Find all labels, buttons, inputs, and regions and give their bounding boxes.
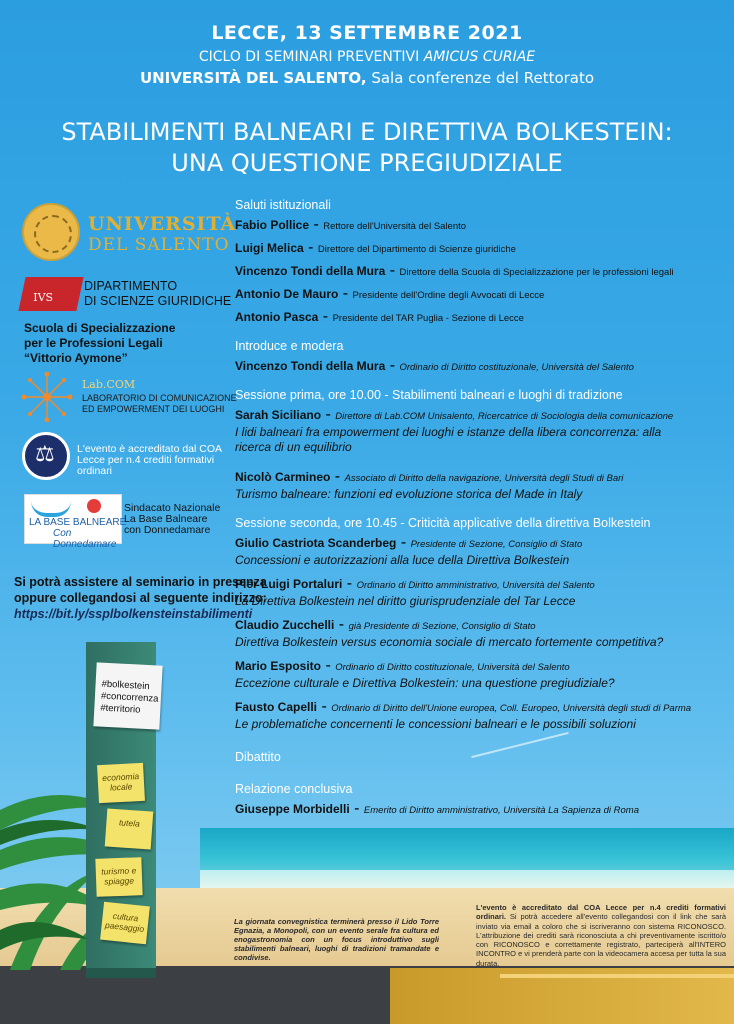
speaker-row: Fabio Pollice - Rettore dell'Università del Salento xyxy=(235,216,467,233)
speaker-name: Vincenzo Tondi della Mura xyxy=(235,359,386,373)
speaker-name: Giulio Castriota Scanderbeg xyxy=(235,536,397,550)
speaker-role: Ordinario di Diritto costituzionale, Università del Salento xyxy=(335,662,570,673)
speaker-row: Claudio Zucchelli - già Presidente di Sezione, Consiglio di Stato xyxy=(235,616,536,633)
coa-text: L'evento è accreditato dal COA Lecce per n.4 crediti formativi ordinari xyxy=(77,443,222,477)
talk-title-cont: ricerca di un equilibrio xyxy=(235,440,352,454)
sindacato-logo xyxy=(24,494,234,550)
poster-title-line1: STABILIMENTI BALNEARI E DIRETTIVA BOLKESTEIN: xyxy=(61,118,673,146)
sindacato-name-1: Sindacato Nazionale xyxy=(124,502,221,514)
hashtag-note xyxy=(93,662,162,729)
speaker-row: Giuseppe Morbidelli - Emerito di Diritto amministrativo, Università La Sapienza di Roma xyxy=(235,800,639,817)
department-logo xyxy=(22,275,232,315)
sticky-note-tutela: tutela xyxy=(105,808,154,849)
labcom-desc-1: LABORATORIO DI COMUNICAZIONE xyxy=(82,393,237,403)
sindacato-name-2: La Base Balneare xyxy=(124,513,208,525)
talk-title: Turismo balneare: funzioni ed evoluzione storica del Made in Italy xyxy=(235,487,583,501)
speaker-role: Direttore della Scuola di Specializzazione per le professioni legali xyxy=(399,267,674,278)
labcom-desc-2: ED EMPOWERMENT DEI LUOGHI xyxy=(82,404,225,414)
speaker-name: Pier Luigi Portaluri xyxy=(235,577,343,591)
speaker-role: Associato di Diritto della navigazione, Università degli Studi di Bari xyxy=(344,473,624,484)
speaker-role: già Presidente di Sezione, Consiglio di Stato xyxy=(348,621,536,632)
labcom-name: Lab.COM xyxy=(82,378,136,391)
footer-accreditation-bold: L'evento è accreditato dal COA Lecce per n.4 crediti formativi ordinari. xyxy=(476,903,726,922)
shoreline xyxy=(200,870,734,890)
footer-evening-event: La giornata convegnistica terminerà presso il Lido Torre Egnazia, a Monopoli, con un evento serale fra cultura ed enogastronomia con un focus introduttivo sugli stabilimenti balneari, luoghi di tradizioni tramandate e condivise. xyxy=(234,917,439,962)
section-dibattito: Dibattito xyxy=(235,750,281,764)
section-introduce: Introduce e modera xyxy=(235,339,344,353)
section-saluti: Saluti istituzionali xyxy=(235,198,331,212)
speaker-role: Presidente di Sezione, Consiglio di Stato xyxy=(410,539,583,550)
sindacato-name-3: con Donnedamare xyxy=(124,524,211,536)
ivs-mark-text: IVS xyxy=(33,291,54,304)
speaker-row: Antonio De Mauro - Presidente dell'Ordine degli Avvocati di Lecce xyxy=(235,285,545,302)
event-series-text: CICLO DI SEMINARI PREVENTIVI xyxy=(198,49,424,65)
sticky-note-economia: economia locale xyxy=(97,763,145,803)
university-seal-icon xyxy=(22,203,80,261)
poster-title xyxy=(0,117,734,179)
speaker-row: Luigi Melica - Direttore del Dipartimento di Scienze giuridiche xyxy=(235,239,516,256)
program xyxy=(235,198,725,823)
attendance-info xyxy=(14,574,267,622)
speaker-name: Antonio De Mauro xyxy=(235,287,339,301)
attendance-line1: Si potrà assistere al seminario in presenza xyxy=(14,575,267,589)
event-series xyxy=(0,49,734,65)
footer-accreditation-text: Si potrà accedere all'evento collegandosi con il link che sarà inviato via email a coloro che si iscriveranno con sistema RICONOSCO. L'attribuzione dei crediti sarà riconosciuta a chi preventivamente iscritto/o con RICONOSCO e correttamente registrato, parteciperà all'INTERO INCONTRO e vi prenderà parte con la videocamera accesa per tutta la sua durata. xyxy=(476,912,726,968)
speaker-role: Presidente del TAR Puglia - Sezione di Lecce xyxy=(332,313,524,324)
speaker-row: Pier Luigi Portaluri - Ordinario di Diritto amministrativo, Università del Salento xyxy=(235,575,595,592)
moderator-row: Vincenzo Tondi della Mura - Ordinario di Diritto costituzionale, Università del Salento xyxy=(235,357,634,374)
school-name-1: Scuola di Specializzazione xyxy=(24,321,176,335)
sindacato-name xyxy=(124,503,220,536)
wave-icon xyxy=(31,501,71,517)
attendance-line2: oppure collegandosi al seguente indirizzo: xyxy=(14,591,267,605)
speaker-role: Presidente dell'Ordine degli Avvocati di Lecce xyxy=(352,290,545,301)
school-name-3: “Vittorio Aymone” xyxy=(24,351,128,365)
speaker-role: Ordinario di Diritto amministrativo, Università del Salento xyxy=(356,580,595,591)
speaker-row: Fausto Capelli - Ordinario di Diritto dell'Unione europea, Coll. Europeo, Università degli studi di Parma xyxy=(235,698,692,715)
speaker-name: Luigi Melica xyxy=(235,241,304,255)
speaker-row: Antonio Pasca - Presidente del TAR Puglia - Sezione di Lecce xyxy=(235,308,524,325)
section-relazione: Relazione conclusiva xyxy=(235,782,353,796)
hashtag-1: #bolkestein xyxy=(101,678,150,693)
labcom-desc xyxy=(82,393,237,415)
event-series-italic: AMICUS CURIAE xyxy=(423,49,536,65)
speaker-row: Mario Esposito - Ordinario di Diritto costituzionale, Università del Salento xyxy=(235,657,570,674)
speaker-role: Rettore dell'Università del Salento xyxy=(323,221,467,232)
hashtag-2: #concorrenza xyxy=(100,690,159,705)
department-name-2: DI SCIENZE GIURIDICHE xyxy=(84,294,232,308)
poster-title-line2: UNA QUESTIONE PREGIUDIZIALE xyxy=(171,149,563,177)
donnedamare-text: Con Donnedamare xyxy=(53,528,117,550)
unisalento-name-2: DEL SALENTO xyxy=(88,235,230,255)
speaker-role: Ordinario di Diritto dell'Unione europea, Coll. Europeo, Università degli studi di Parma xyxy=(331,703,692,714)
event-venue-university: UNIVERSITÀ DEL SALENTO, xyxy=(139,69,367,87)
unisalento-name-1: UNIVERSITÀ xyxy=(88,213,237,235)
speaker-name: Antonio Pasca xyxy=(235,310,319,324)
attendance-link[interactable]: https://bit.ly/ssplbolkensteinstabilimenti xyxy=(14,607,253,621)
coa-lecce-badge-icon xyxy=(22,432,70,480)
ivs-mark-icon xyxy=(18,277,83,311)
speaker-role: Direttore del Dipartimento di Scienze giuridiche xyxy=(317,244,516,255)
section-session-two: Sessione seconda, ore 10.45 - Criticità applicative della direttiva Bolkestein xyxy=(235,516,651,530)
speaker-role: Emerito di Diritto amministrativo, Università La Sapienza di Roma xyxy=(363,805,639,816)
speaker-name: Vincenzo Tondi della Mura xyxy=(235,264,386,278)
labcom-burst-icon xyxy=(20,372,74,422)
talk-title: Direttiva Bolkestein versus economia sociale di mercato fortemente competitiva? xyxy=(235,635,664,649)
speaker-name: Fabio Pollice xyxy=(235,218,310,232)
talk-title: I lidi balneari fra empowerment dei luoghi e istanze della libera concorrenza: alla xyxy=(235,425,662,439)
labcom-logo xyxy=(20,372,237,424)
coa-accreditation xyxy=(22,432,232,488)
speaker-name: Nicolò Carmineo xyxy=(235,470,331,484)
school-name xyxy=(24,321,175,366)
talk-title: Le problematiche concernenti le concessioni balneari e le possibili soluzioni xyxy=(235,717,636,731)
base-balneare-logo xyxy=(24,494,127,550)
speaker-row: Sarah Siciliano - Direttore di Lab.COM Unisalento, Ricercatrice di Sociologia della comunicazione xyxy=(235,406,674,423)
school-name-2: per le Professioni Legali xyxy=(24,336,163,350)
event-venue xyxy=(0,69,734,87)
speaker-name: Claudio Zucchelli xyxy=(235,618,335,632)
base-balneare-text: LA BASE BALNEARE xyxy=(29,517,127,528)
speaker-name: Giuseppe Morbidelli xyxy=(235,802,350,816)
mascot-icon xyxy=(87,499,101,513)
talk-title: La Direttiva Bolkestein nel diritto giurisprudenziale del Tar Lecce xyxy=(235,594,576,608)
event-date: LECCE, 13 SETTEMBRE 2021 xyxy=(211,22,523,44)
section-session-one: Sessione prima, ore 10.00 - Stabilimenti balneari e luoghi di tradizione xyxy=(235,388,623,402)
footer-accreditation xyxy=(476,903,726,968)
talk-title: Concessioni e autorizzazioni alla luce della Direttiva Bolkestein xyxy=(235,553,570,567)
department-name-1: DIPARTIMENTO xyxy=(84,279,178,293)
talk-title: Eccezione culturale e Direttiva Bolkestein: una questione pregiudiziale? xyxy=(235,676,615,690)
speaker-row: Nicolò Carmineo - Associato di Diritto della navigazione, Università degli Studi di Bari xyxy=(235,468,624,485)
speaker-row: Giulio Castriota Scanderbeg - Presidente di Sezione, Consiglio di Stato xyxy=(235,534,583,551)
speaker-name: Sarah Siciliano xyxy=(235,408,322,422)
speaker-name: Fausto Capelli xyxy=(235,700,318,714)
event-venue-room: Sala conferenze del Rettorato xyxy=(366,69,595,87)
hashtag-3: #territorio xyxy=(100,702,141,716)
unisalento-logo xyxy=(22,203,237,263)
speaker-row: Vincenzo Tondi della Mura - Direttore della Scuola di Specializzazione per le professioni legali xyxy=(235,262,674,279)
sticky-note-turismo: turismo e spiagge xyxy=(95,857,142,897)
speaker-name: Mario Esposito xyxy=(235,659,322,673)
deck-highlight xyxy=(500,974,734,978)
speaker-role: Direttore di Lab.COM Unisalento, Ricercatrice di Sociologia della comunicazione xyxy=(335,411,674,422)
sticky-note-cultura: cultura paesaggio xyxy=(100,902,150,945)
speaker-role: Ordinario di Diritto costituzionale, Università del Salento xyxy=(399,362,634,373)
